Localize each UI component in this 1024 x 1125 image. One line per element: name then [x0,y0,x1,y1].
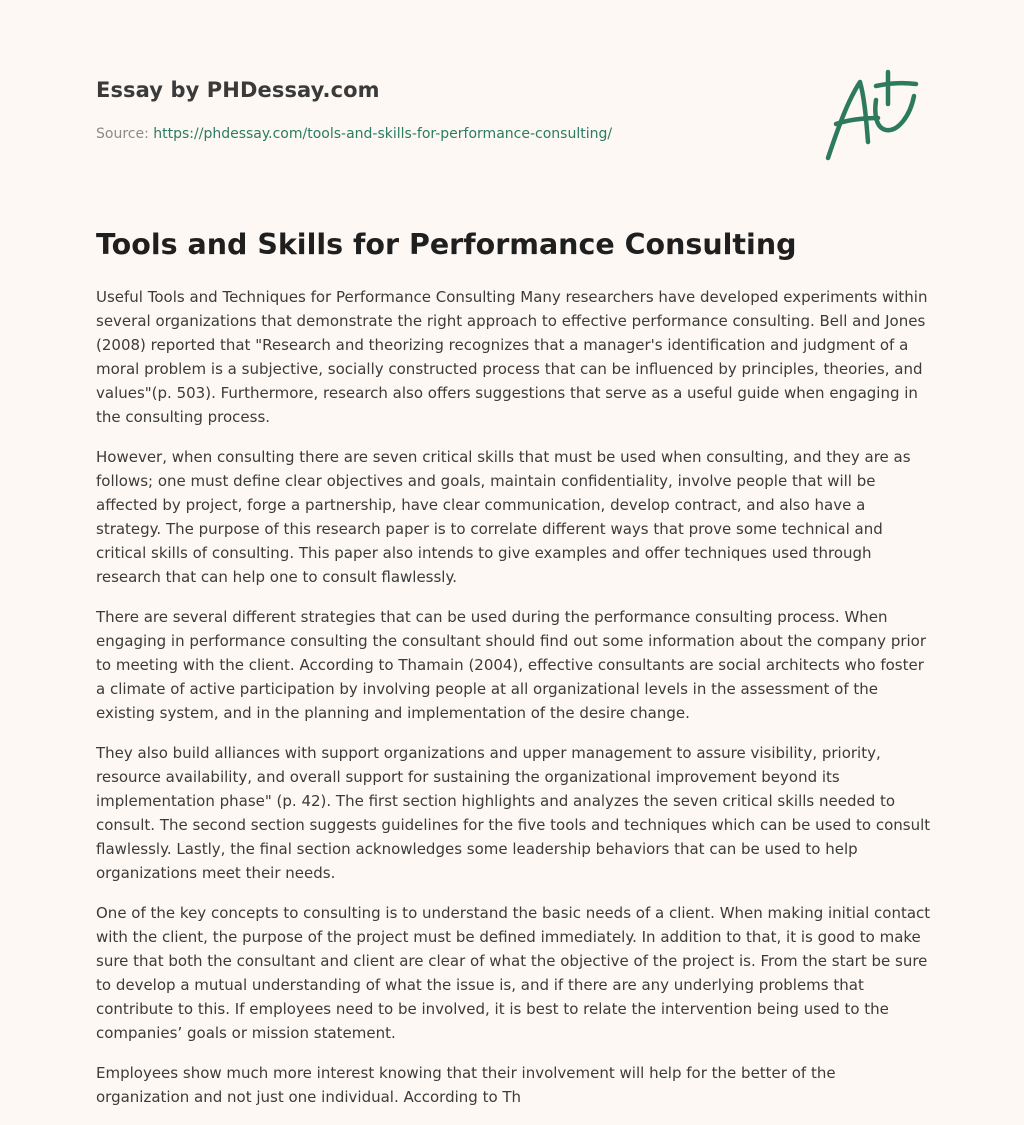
page-header [96,76,796,144]
source-link[interactable]: https://phdessay.com/tools-and-skills-for-performance-consulting/ [153,126,613,142]
essay-title: Tools and Skills for Performance Consulting [96,228,797,261]
paragraph: Useful Tools and Techniques for Performance Consulting Many researchers have developed experiments within several organizations that demonstrate the right approach to effective performance consulting. Bell and Jones (2008) reported that "Research and theorizing recognizes that a manager's identification and judgment of a moral problem is a subjective, socially constructed process that can be influenced by principles, theories, and values"(p. 503). Furthermore, research also offers suggestions that serve as a useful guide when engaging in the consulting process. [96,288,928,426]
source-line [96,124,796,144]
paragraph: One of the key concepts to consulting is to understand the basic needs of a client. When making initial contact with the client, the purpose of the project must be defined immediately. In addition to that, it is good to make sure that both the consultant and client are clear of what the objective of the project is. From the start be sure to develop a mutual understanding of what the issue is, and if there are any underlying problems that contribute to this. If employees need to be involved, it is best to relate the intervention being used to the companies’ goals or mission statement. [96,904,931,1042]
paragraph: There are several different strategies that can be used during the performance consulting process. When engaging in performance consulting the consultant should find out some information about the company prior to meeting with the client. According to Thamain (2004), effective consultants are social architects who foster a climate of active participation by involving people at all organizational levels in the assessment of the existing system, and in the planning and implementation of the desire change. [96,608,927,722]
paragraph: Employees show much more interest knowing that their involvement will help for the better of the organization and not just one individual. According to Th [96,1064,836,1106]
a-plus-logo-icon [820,66,930,166]
paragraph: However, when consulting there are seven critical skills that must be used when consulting, and they are as follows; one must define clear objectives and goals, maintain confidentiality, involve people that will be affected by project, forge a partnership, have clear communication, develop contract, and also have a strategy. The purpose of this research paper is to correlate different ways that prove some technical and critical skills of consulting. This paper also intends to give examples and offer techniques used through research that can help one to consult flawlessly. [96,448,911,586]
site-name: Essay by PHDessay.com [96,78,380,102]
source-label: Source: [96,126,149,142]
paragraph: They also build alliances with support organizations and upper management to assure visibility, priority, resource availability, and overall support for sustaining the organizational improvement beyond its implementation phase" (p. 42). The first section highlights and analyzes the seven critical skills needed to consult. The second section suggests guidelines for the five tools and techniques which can be used to consult flawlessly. Lastly, the final section acknowledges some leadership behaviors that can be used to help organizations meet their needs. [96,744,931,882]
essay-body [96,285,932,1125]
